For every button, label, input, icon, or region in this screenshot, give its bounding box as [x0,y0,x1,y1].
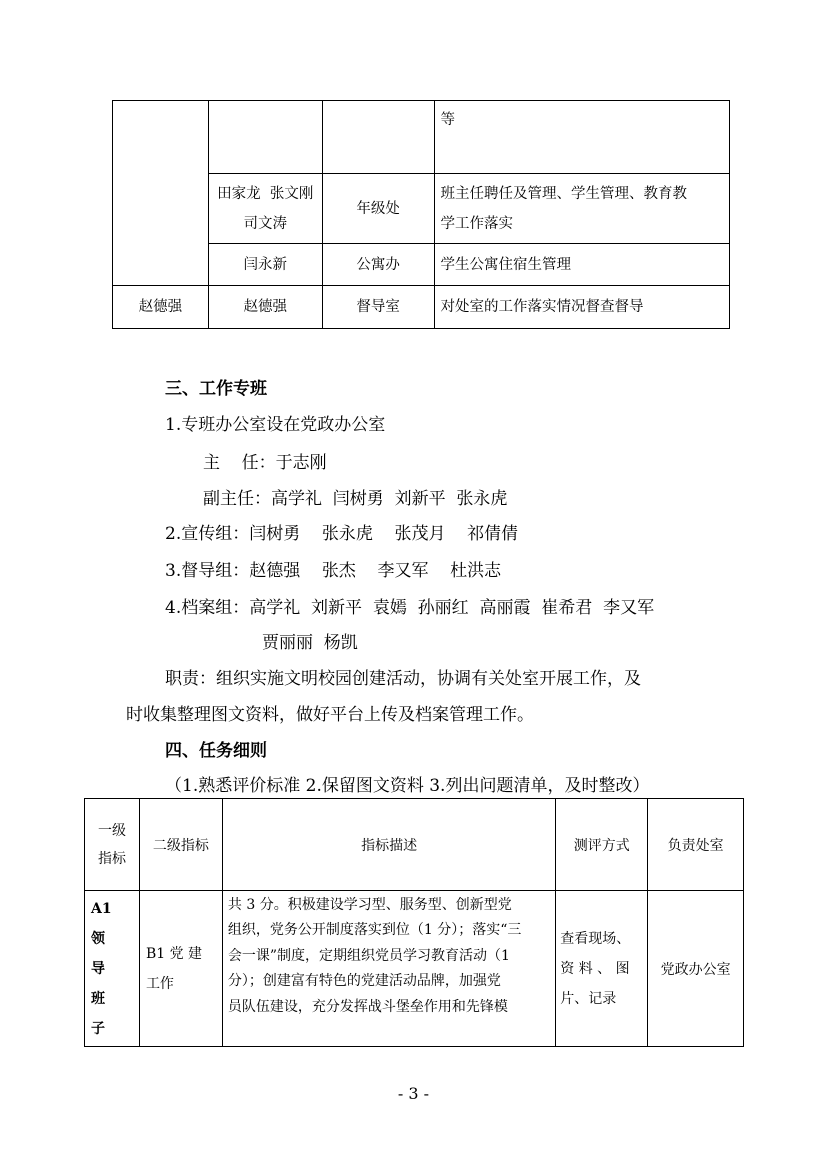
desc-cell [434,174,729,244]
responsibility-table [112,100,730,329]
desc-line: 班主任聘任及管理、学生管理、教育教 [440,185,688,202]
desc-line: 员队伍建设，充分发挥战斗堡垒作用和先锋模 [227,998,508,1015]
header-level1 [85,799,140,891]
level2-line: B1 党 建 [145,945,203,962]
level2-line: 工作 [145,975,174,992]
desc-line: 分）；创建富有特色的党建活动品牌，加强党 [227,973,501,990]
list-item: 主 任：于志刚 [203,453,327,473]
names-cell [208,101,322,174]
list-item: 3.督导组：赵德强 张杰 李又军 杜洪志 [165,561,502,581]
desc-line: 会一课”制度，定期组织党员学习教育活动（1 [227,947,510,964]
leader-cell: 赵德强 [113,286,209,329]
names-cell: 闫永新 [208,244,322,286]
desc-cell [222,891,555,1047]
header-level2: 二级指标 [139,799,222,891]
level1-char: 导 [91,961,105,977]
list-item: 1.专班办公室设在党政办公室 [165,415,386,435]
desc-line: 共 3 分。积极建设学习型、服务型、创新型党 [227,897,512,913]
desc-cell: 学生公寓住宿生管理 [434,244,729,286]
table-row [113,101,730,174]
dept-cell: 年级处 [322,174,434,244]
table-header-row [85,799,744,891]
header-method: 测评方式 [556,799,648,891]
header-dept: 负责处室 [648,799,744,891]
level2-cell [139,891,222,1047]
method-line: 片、记录 [560,990,617,1007]
method-line: 查看现场、 [560,930,631,947]
desc-cell: 对处室的工作落实情况督查督导 [434,286,729,329]
list-item-continuation: 贾丽丽 杨凯 [262,633,358,653]
level1-char: 班 [91,991,105,1007]
names-line: 田家龙 张文刚 [217,185,314,202]
dept-cell [322,101,434,174]
header-text: 指标 [97,850,126,867]
desc-cell [434,101,729,174]
table-row [113,286,730,329]
level1-char: 领 [91,931,105,947]
names-cell: 赵德强 [208,286,322,329]
leader-cell-empty [113,101,209,286]
section-heading: 四、任务细则 [165,741,267,761]
table-row [85,891,744,1047]
names-cell [208,174,322,244]
list-item: 4.档案组：高学礼 刘新平 袁嫣 孙丽红 高丽霞 崔希君 李又军 [165,598,655,618]
header-text: 一级 [97,822,126,839]
list-item: 2.宣传组：闫树勇 张永虎 张茂月 祁倩倩 [165,524,519,544]
desc-text: 等 [440,112,456,128]
method-cell [556,891,648,1047]
desc-line: 学工作落实 [440,215,514,232]
level1-char: 子 [91,1021,105,1037]
duty-text: 职责：组织实施文明校园创建活动，协调有关处室开展工作，及 [165,669,641,689]
dept-cell: 党政办公室 [648,891,744,1047]
task-table [84,798,744,1047]
header-desc: 指标描述 [222,799,555,891]
duty-text: 时收集整理图文资料，做好平台上传及档案管理工作。 [126,705,534,725]
level1-char: A1 [91,901,112,917]
section-heading: 三、工作专班 [165,379,267,399]
section-note: （1.熟悉评价标准 2.保留图文资料 3.列出问题清单，及时整改） [165,776,650,796]
dept-cell: 公寓办 [322,244,434,286]
dept-cell: 督导室 [322,286,434,329]
method-line: 资 料 、 图 [560,960,630,977]
page-number: - 3 - [397,1084,430,1103]
names-line: 司文涛 [243,215,288,232]
list-item: 副主任：高学礼 闫树勇 刘新平 张永虎 [203,489,508,509]
level1-cell [85,891,140,1047]
desc-line: 组织，党务公开制度落实到位（1 分）；落实“三 [227,922,522,939]
